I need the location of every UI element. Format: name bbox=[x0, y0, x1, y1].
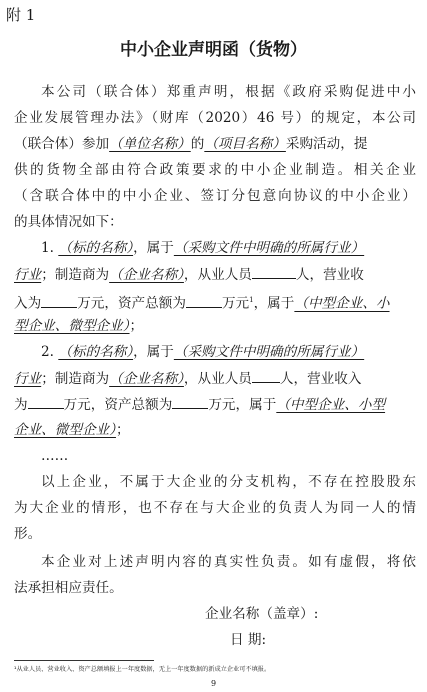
intro-line-3c: 采购活动，提 bbox=[285, 136, 368, 152]
item2-scale-field-cont: 企业、微型企业） bbox=[14, 422, 116, 438]
item1-scale-field: （中型企业、小 bbox=[294, 295, 390, 312]
item2-scale-field: （中型企业、小型 bbox=[276, 397, 386, 413]
item1-revenue-unit: 万元，资产总额为 bbox=[77, 295, 186, 312]
item2-revenue-label: 为 bbox=[14, 397, 28, 413]
item2-staff-blank bbox=[252, 368, 280, 383]
item2-line-2 bbox=[14, 368, 416, 389]
item2-line-3 bbox=[14, 394, 416, 415]
intro-line-5: （含联合体中的中小企业、签订分包意向协议的中小企业） bbox=[14, 188, 416, 204]
intro-line-3b: 的 bbox=[190, 136, 205, 152]
intro-line-2: 企业发展管理办法》（财库（2020）46 号）的规定，本公司 bbox=[14, 110, 416, 126]
item1-staff-label: ，从业人员 bbox=[183, 267, 252, 283]
footnote-marker: 1 bbox=[249, 296, 254, 304]
item2-number: 2. bbox=[41, 344, 54, 360]
item1-staff-blank bbox=[252, 264, 296, 279]
intro-line-6: 的具体情况如下： bbox=[14, 214, 123, 230]
signature-date-label: 日 期: bbox=[230, 632, 267, 648]
item2-revenue-unit: 万元，资产总额为 bbox=[63, 397, 173, 413]
item1-belongs: ，属于 bbox=[133, 240, 174, 256]
item1-maker-label: ；制造商为 bbox=[41, 267, 110, 283]
item2-belongs: ，属于 bbox=[133, 344, 174, 360]
item1-line-4 bbox=[14, 316, 416, 336]
item2-assets-blank bbox=[172, 394, 208, 409]
page-number: 9 bbox=[210, 679, 217, 688]
item1-end: ； bbox=[129, 318, 144, 334]
item1-assets-blank bbox=[186, 293, 222, 308]
item2-assets-unit: 万元，属于 bbox=[208, 397, 277, 413]
item1-line-2 bbox=[14, 264, 416, 285]
item1-line-3 bbox=[14, 290, 416, 314]
item2-company-field: （企业名称） bbox=[109, 371, 184, 387]
item1-revenue-blank bbox=[41, 293, 77, 308]
intro-line-1: 本公司（联合体）郑重声明，根据《政府采购促进中小 bbox=[41, 84, 416, 100]
project-name-field: （项目名称） bbox=[204, 136, 286, 152]
item1-staff-unit: 人，营业收 bbox=[295, 267, 364, 283]
item2-subject-field: （标的名称） bbox=[58, 344, 134, 360]
item2-staff-unit: 人，营业收入 bbox=[279, 371, 362, 387]
para3-line-2: 法承担相应责任。 bbox=[14, 580, 123, 596]
item1-industry-field-cont: 行业 bbox=[14, 267, 42, 283]
signature-company-label: 企业名称（盖章）: bbox=[205, 606, 319, 622]
item1-industry-field: （采购文件中明确的所属行业） bbox=[173, 240, 365, 256]
item2-industry-field: （采购文件中明确的所属行业） bbox=[173, 344, 365, 360]
item2-line-1 bbox=[14, 342, 427, 362]
item2-revenue-blank bbox=[28, 394, 64, 409]
item2-line-4 bbox=[14, 420, 416, 440]
intro-line-4: 供的货物全部由符合政策要求的中小企业制造。相关企业 bbox=[14, 162, 416, 178]
item2-maker-label: ；制造商为 bbox=[41, 371, 110, 387]
item2-industry-field-cont: 行业 bbox=[14, 371, 42, 387]
footnote-rule bbox=[14, 660, 154, 661]
item1-revenue-label: 入为 bbox=[14, 295, 42, 312]
footnote: ¹从业人员、营业收入、资产总额填报上一年度数据，无上一年度数据的新成立企业可不填报。 bbox=[14, 666, 271, 673]
item2-staff-label: ，从业人员 bbox=[183, 371, 252, 387]
item1-line-1 bbox=[14, 238, 427, 258]
item1-belongs-2: ，属于 bbox=[253, 295, 295, 312]
page-title: 中小企业声明函（货物） bbox=[120, 40, 307, 60]
item1-assets-unit: 万元 bbox=[221, 295, 250, 312]
para2-line-1: 以上企业，不属于大企业的分支机构，不存在控股股东 bbox=[41, 474, 416, 490]
para2-line-3: 形。 bbox=[14, 526, 42, 542]
item1-scale-field-cont: 型企业、微型企业） bbox=[14, 318, 130, 334]
item1-company-field: （企业名称） bbox=[109, 267, 184, 283]
intro-line-3 bbox=[14, 134, 416, 154]
para2-line-2: 为大企业的情形，也不存在与大企业的负责人为同一人的情 bbox=[14, 500, 416, 516]
item2-end: ； bbox=[115, 422, 130, 438]
intro-line-3a: （联合体）参加 bbox=[14, 136, 110, 152]
annex-label: 附 1 bbox=[6, 6, 36, 24]
para3-line-1: 本企业对上述声明内容的真实性负责。如有虚假，将依 bbox=[41, 554, 416, 570]
item1-number: 1. bbox=[41, 240, 54, 256]
ellipsis: …… bbox=[41, 448, 69, 464]
item1-subject-field: （标的名称） bbox=[58, 240, 134, 256]
unit-name-field: （单位名称） bbox=[109, 136, 191, 152]
